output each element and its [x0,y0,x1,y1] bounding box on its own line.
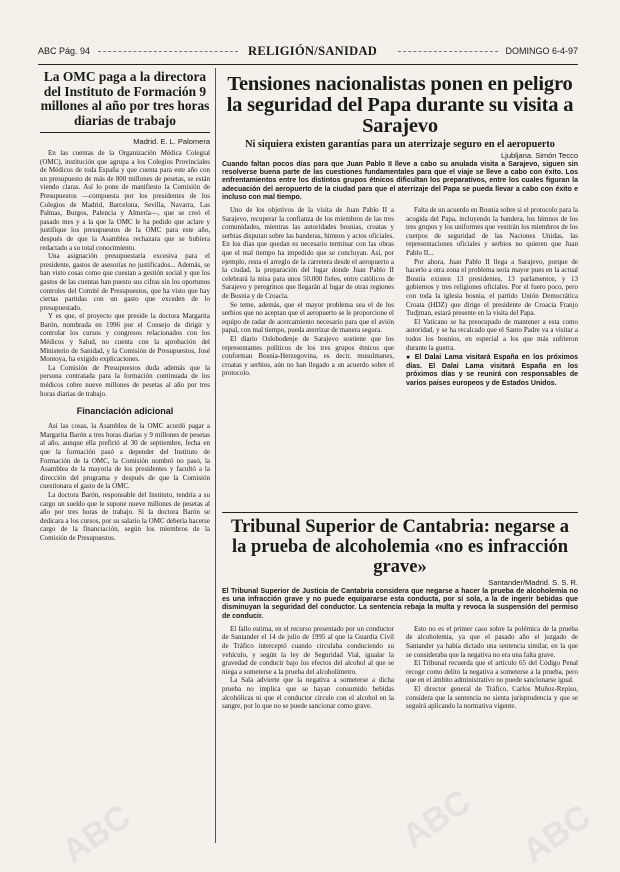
main-paragraph: El diario Oslobođenje de Sarajevo sostiene que los representantes políticos de los tres grupos étnicos que conforman Bosnia-Herzegovina, es decir, musulmanes, croatas y serbios, aún no han llegado a un acuerdo sobre el protocolo. [222,334,394,378]
main-paragraph: Por ahora, Juan Pablo II llega a Sarajevo, porque de hacerlo a otra zona el problema sería mayor pues en la actual Bosnia existen 13 presidentes, 13 parlamentos, y 13 gobiernos y tres religiones oficiales. Por el fuero poco, pero con toda la iglesia bosnia, el partido Unión Democrática Croata (HDZ) que dirige el presidente de Croacia Franjo Tudjman, estará presente en la visita del Papa. [406,257,578,318]
second-lead: El Tribunal Superior de Justicia de Cantabria considera que negarse a hacer la prueba de alcoholemia no es una infracción grave y no puede equipararse esta conducta, por sí sola, a la de ingerir bebidas que disminuyan la seguridad del conductor. La sentencia rebaja la multa y revoca la suspensión del permiso de conducir. [222,588,578,620]
second-column-2 [406,625,578,711]
main-column-1 [222,206,394,388]
left-byline: Madrid. E. L. Palomera [133,137,210,146]
column-divider [215,68,216,843]
left-paragraph: La Comisión de Presupuestos duda además que la persona contratada para la formación continuada de los médicos cobre nueve millones de pesetas al año por tres horas diarias de trabajo. [40,363,210,398]
main-headline: Tensiones nacionalistas ponen en peligro la seguridad del Papa durante su visita a Sarajevo [226,73,574,137]
second-paragraph: Esto no es el primer caso sobre la polémica de la prueba de alcoholemia, ya que el pasado año el juzgado de Santander ya había dictado una sentencia similar, en la que se consideraba que la negativa no era una falta grave. [406,624,578,659]
left-subhead: Financiación adicional [76,406,174,417]
section-title: RELIGIÓN/SANIDAD [248,44,378,58]
main-paragraph: Uno de los objetivos de la visita de Juan Pablo II a Sarajevo, recuperar la confianza de los miembros de las tres comunidades, mientras las autoridades bosnias, croatas y serbias disputan sobre las banderas, himnos y actos oficiales. En los días que quedan es necesario terminar con las obras que el mal tiempo ha impedido que se concluyan. Así, por ejemplo, resta el arreglo de la carretera desde el aeropuerto a la ciudad, la preparación del lugar donde Juan Pablo II celebrará la misa para unos 50.000 fieles, entre católicos de Sarajevo y peregrinos que llegarán al lugar de otras regiones de Bosnia y de Croacia. [222,206,394,300]
watermark: ABC [395,782,478,856]
second-headline: Tribunal Superior de Cantabria: negarse a la prueba de alcoholemia «no es infracción grave» [231,517,569,577]
second-body [222,625,578,711]
left-headline: La OMC paga a la directora del Instituto de Formación 9 millones al año por tres horas diarias de trabajo [40,69,210,128]
page-header [38,44,578,60]
left-article [40,70,210,543]
publication-page-label: ABC Pág. 94 [38,46,91,56]
main-column-2 [406,206,578,388]
main-lead: Cuando faltan pocos días para que Juan Pablo II lleve a cabo su anulada visita a Sarajevo, siguen sin resolverse buena parte de las cuestiones fundamentales para que el viaje se lleve a cabo con éxito. Los enfrentamientos entre los distintos grupos étnicos dificultan los preparativos, entre los cuales figuran la adecuación del aeropuerto de la ciudad para que el aterrizaje del Papa se pueda llevar a cabo con éxito e incluso con mal tiempo. [222,161,578,201]
main-byline: Ljubljana. Simón Tecco [501,151,578,160]
main-deck: Ni siquiera existen garantías para un aterrizaje seguro en el aeropuerto [245,139,555,150]
header-dash-right [398,51,498,52]
main-body [222,206,578,388]
second-byline: Santander/Madrid. S. S. R. [488,578,578,587]
main-paragraph: Falta de un acuerdo en Bosnia sobre si el protocolo para la acogida del Papa, incluyendo la bandera, los himnos de los tres grupos y los uniformes que vestirán los miembros de los cuerpos de seguridad de las Naciones Unidas, las representaciones oficiales y serbios no quieren que Juan Pablo II... [406,206,578,257]
article-separator [222,512,578,513]
left-paragraph: La doctora Barón, responsable del Instituto, tendría a su cargo un sueldo que le supone nueve millones de pesetas al año por tres horas de trabajo. Si la doctora Barón se dedicara a los cursos, por su salario la OMC debería hacerse cargo de la financiación, según los miembros de la Comisión de Presupuestos. [40,490,210,542]
left-paragraph: Así las cosas, la Asamblea de la OMC acordó pagar a Margarita Barón a tres horas diarias y 9 millones de pesetas al año, aunque ella prefirió al 30 de septiembre, fecha en que la formación pasó a depender del Instituto de Formación de la OMC, la Comisión nombró no pasó, la Asamblea de la mayoría de los presidentes y facultó a la dirección del programa y después de que la Comisión cuestionara el gasto de la OMC. [40,422,210,491]
main-paragraph: El Vaticano se ha preocupado de mantener a esta como autoridad, y se ha recalcado que el Santo Padre va a visitar a todos los bosnios, en especial a los que más sufrieron durante la guerra. [406,317,578,352]
main-article [222,74,578,388]
left-paragraph: Y es que, el proyecto que preside la doctora Margarita Barón, nombrada en 1996 por el Consejo de dirigir y controlar los cursos y congresos relacionados con los Médicos y Salud, no cuenta con la aprobación del Ministerio de Sanidad, y la Comisión de Presupuestos, José Montoya, ha exigido explicaciones. [40,312,210,364]
watermark: ABC [515,797,598,871]
left-headline-rule [40,132,210,133]
second-paragraph: El fallo estima, en el recurso presentado por un conductor de Santander el 14 de julio de 1995 al que la Guardia Civil de Tráfico interceptó cuando circulaba conduciendo su vehículo, y según la ley de Seguridad Vial, igualar la gravedad de conducir bajo los efectos del alcohol al que se niega a someterse a la prueba del alcoholímetro. [222,624,394,676]
second-column-1 [222,625,394,711]
header-dash-left [98,51,238,52]
left-paragraph: En las cuentas de la Organización Médica Colegial (OMC), institución que agrupa a los Colegios Provinciales de Médicos de toda España y que cuenta para este año con un presupuesto de más de 800 millones de pesetas, se están viendo claras. Así lo pone de manifiesto la Comisión de Presupuestos —compuesta por los presidentes de los Colegios de Madrid, Barcelona, Sevilla, Navarra, Las Palmas, Burgos, Palencia y Almería—, que se creó el pasado mes y a la que la OMC le ha pedido que aclare y justifique los presupuestos de la OMC para este año, después de que la Asamblea rechazara que se hubiera redactado a su total conocimiento. [40,149,210,252]
second-article [222,517,578,711]
second-paragraph: El director general de Tráfico, Carlos Muñoz-Repiso, considera que la sentencia no sienta jurisprudencia y que se seguirá aplicando la normativa vigente. [406,684,578,711]
issue-date: DOMINGO 6-4-97 [505,46,578,56]
second-paragraph: El Tribunal recuerda que el artículo 65 del Código Penal recoge como delito la negativa a someterse a la prueba, pero que en el ámbito administrativo no puede sancionarse igual. [406,659,578,685]
main-paragraph: Se teme, además, que el mayor problema sea el de los serbios que no aceptan que el aeropuerto se le proporcione el equipo de radar de acercamiento necesario para que el avión papal, con mal tiempo, pueda aterrizar de manera segura. [222,300,394,335]
header-rule [38,64,578,65]
watermark: ABC [55,797,138,871]
second-paragraph: La Sala advierte que la negativa a someterse a dicha prueba no implica que se hayan consumido bebidas alcohólicas ni que el conductor circule con el alcohol en la sangre, por lo que no se puede sancionar como grave. [222,676,394,711]
left-paragraph: Una asignación presupuestaria excesiva para el presidente, gastos de asesorías no justificados... Además, se han visto cosas como que cuestan a gestión social y que los gastos de las cuentas han puesto sus cifras sin los oportunos controles del Comité de Presupuestos, que ha visto que hay ciertas partidas con un gasto que exceden de lo presupuestado. [40,252,210,312]
dalai-lama-brief: ● El Dalai Lama visitará España en los próximos días. El Dalai Lama visitará España en los próximos días y se reunirá con responsables de varios países europeos y de Estados Unidos. [406,354,578,387]
